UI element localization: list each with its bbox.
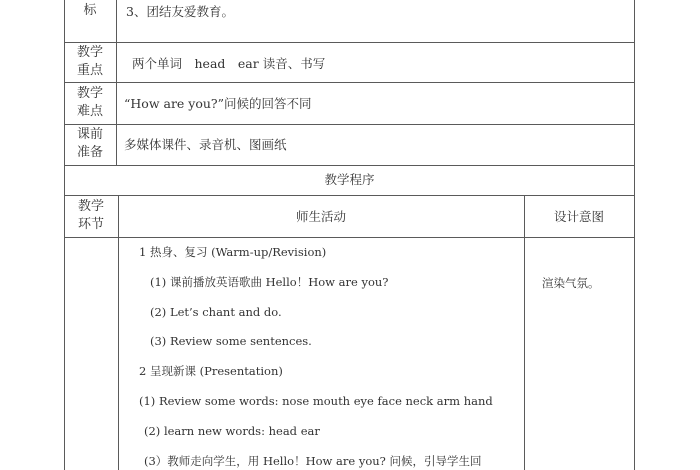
row-divider — [64, 165, 635, 166]
activity-line: 2 呈现新课 (Presentation) — [139, 364, 283, 378]
stage-header — [64, 198, 118, 234]
stage-header-line2: 环节 — [77, 217, 104, 232]
difficulties-label — [64, 85, 116, 121]
preparation-label-line1: 课前 — [76, 127, 103, 142]
preparation-text: 多媒体课件、录音机、图画纸 — [124, 137, 287, 152]
intent-text: 渲染气氛。 — [542, 276, 600, 290]
activity-line: (2) Let’s chant and do. — [150, 305, 282, 319]
activity-line: (3）教师走向学生，用 Hello！How are you? 问候，引导学生回 — [144, 454, 482, 468]
activity-line: 1 热身、复习 (Warm-up/Revision) — [139, 245, 327, 259]
table-right-border — [634, 0, 635, 470]
preparation-label-line2: 准备 — [76, 145, 103, 160]
key-points-text: 两个单词 head ear 读音、书写 — [132, 56, 326, 71]
intent-header: 设计意图 — [553, 209, 604, 224]
activity-line: (1) Review some words: nose mouth eye face neck arm hand — [139, 394, 493, 408]
key-points-label-line2: 重点 — [76, 63, 103, 78]
row-divider — [64, 124, 635, 125]
row-divider — [64, 237, 635, 238]
objective-text: 3、团结友爱教育。 — [126, 4, 234, 19]
row-divider — [64, 42, 635, 43]
row-divider — [64, 82, 635, 83]
activity-line: (3) Review some sentences. — [150, 334, 312, 348]
activity-line: (1) 课前播放英语歌曲 Hello！How are you? — [150, 275, 389, 289]
preparation-label — [64, 126, 116, 162]
objective-label-line2: 标 — [83, 3, 97, 18]
difficulties-label-line1: 教学 — [76, 86, 103, 101]
row-divider — [64, 195, 635, 196]
difficulties-label-line2: 难点 — [76, 104, 103, 119]
activity-header: 师生活动 — [295, 209, 346, 224]
difficulties-text: “How are you?”问候的回答不同 — [124, 96, 312, 111]
activity-line: (2) learn new words: head ear — [144, 424, 320, 438]
objective-label — [64, 2, 116, 20]
key-points-label-line1: 教学 — [76, 45, 103, 60]
stage-header-line1: 教学 — [77, 199, 104, 214]
key-points-label — [64, 44, 116, 80]
procedure-title: 教学程序 — [324, 172, 375, 187]
